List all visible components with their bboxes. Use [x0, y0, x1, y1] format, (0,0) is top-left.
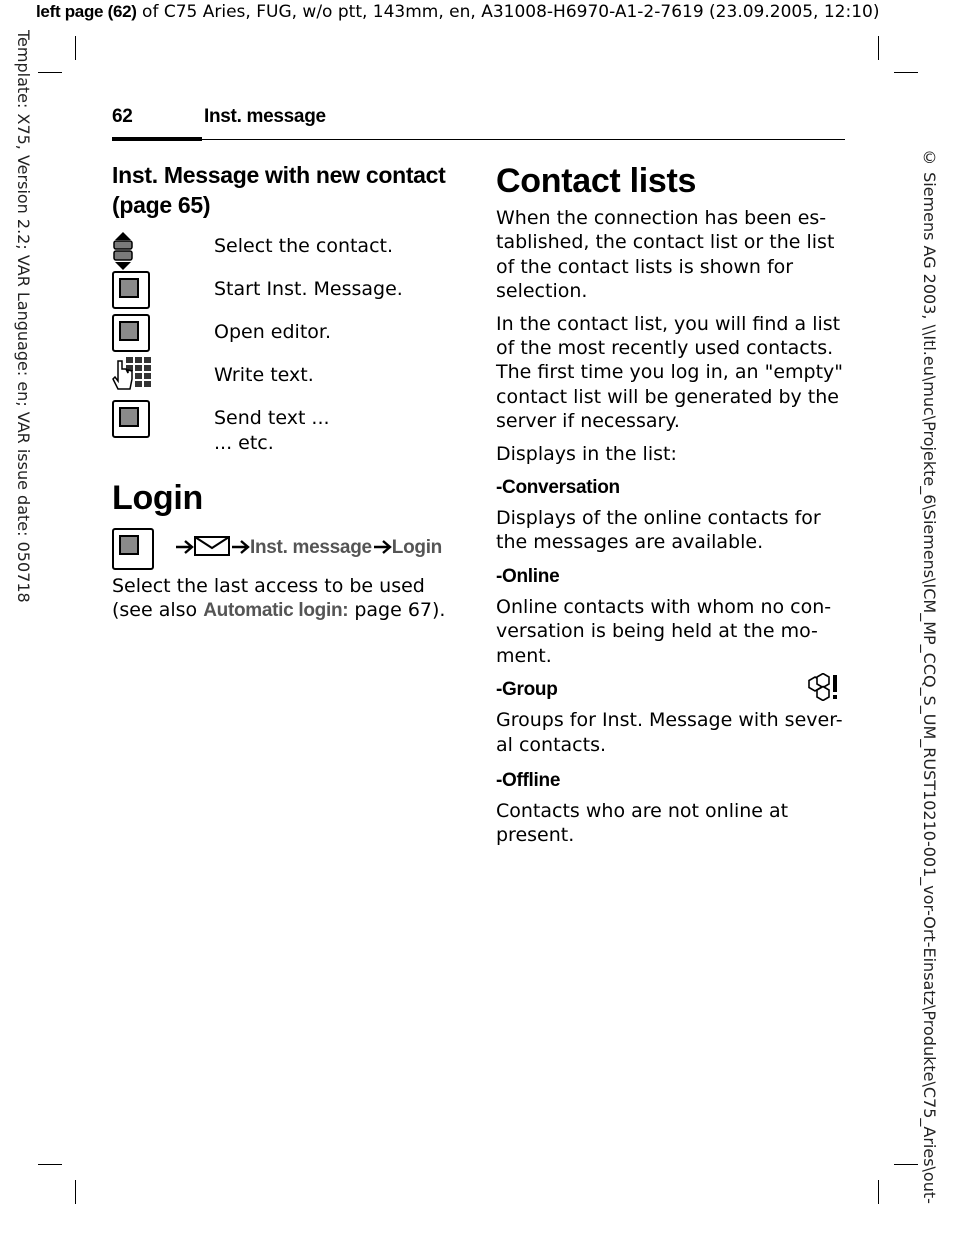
- item-title-conversation: -Conversation: [496, 477, 620, 499]
- step-select-contact: [112, 232, 457, 275]
- step-start-message: [112, 275, 457, 318]
- right-column: [496, 160, 846, 848]
- center-key-icon: [112, 271, 150, 309]
- item-title-online: -Online: [496, 565, 560, 587]
- print-header: [36, 2, 879, 22]
- contact-lists-heading: Contact lists: [496, 162, 697, 200]
- step-text-continued: ... etc.: [214, 432, 274, 454]
- item-text-group: Groups for Inst. Message with sever-al contacts.: [496, 709, 843, 756]
- header-rule-accent: [112, 137, 202, 141]
- navigation-key-icon: [112, 232, 134, 276]
- menu-item-login: Login: [391, 537, 442, 558]
- network-service-icon: [806, 673, 840, 705]
- crop-mark: [38, 1164, 62, 1165]
- step-text: Write text.: [214, 364, 314, 386]
- item-text-offline: Contacts who are not online at present.: [496, 799, 789, 847]
- automatic-login-ref: Automatic login:: [203, 600, 349, 622]
- login-menu-path: [112, 528, 457, 578]
- arrow-icon: [232, 540, 250, 554]
- crop-mark: [75, 1180, 76, 1204]
- page-number: 62: [112, 106, 133, 127]
- step-text: Start Inst. Message.: [214, 278, 403, 300]
- crop-mark: [878, 1180, 879, 1204]
- step-send-text: [112, 404, 457, 466]
- item-text-online: Online contacts with whom no con-versation is being held at the mo-ment.: [496, 595, 832, 667]
- login-description: [112, 574, 457, 624]
- arrow-icon: [374, 540, 392, 554]
- paragraph-connection: When the connection has been es-tablished, the contact list or the list of the contact lists is shown for selection.: [496, 207, 835, 303]
- step-text: Send text ...: [214, 407, 330, 429]
- center-key-icon: [112, 528, 154, 570]
- menu-path: [176, 536, 442, 559]
- paragraph-displays: Displays in the list:: [496, 442, 677, 465]
- center-key-icon: [112, 400, 150, 438]
- step-open-editor: [112, 318, 457, 361]
- crop-mark: [878, 36, 879, 60]
- left-column: [112, 160, 457, 624]
- login-heading: Login: [112, 479, 204, 517]
- arrow-icon: [176, 540, 194, 554]
- keypad-input-icon: [112, 355, 152, 397]
- step-write-text: [112, 361, 457, 404]
- crop-mark: [75, 36, 76, 60]
- step-text: Open editor.: [214, 321, 331, 343]
- subheading-new-contact: Inst. Message with new contact (page 65): [112, 162, 446, 218]
- print-header-text: of C75 Aries, FUG, w/o ptt, 143mm, en, A31008-H6970-A1-2-7619 (23.09.2005, 12:10): [136, 2, 880, 22]
- running-header: [112, 106, 845, 142]
- login-text: Select the last access to be used (see also: [112, 575, 425, 622]
- copyright-path-vertical: © Siemens AG 2003, \\Itl.eu\muc\Projekte_6\Siemens\ICM_MP_CCQ_S_UM_RUST10210-001_vor-Ort-Einsatz\Produkte\C75_Aries\out-: [920, 148, 939, 1204]
- login-text-end: page 67).: [348, 599, 446, 622]
- crop-mark: [38, 72, 62, 73]
- crop-mark: [894, 72, 918, 73]
- paragraph-contact-list: In the contact list, you will find a list of the most recently used contacts. The first time you log in, an "empty" contact list will be generated by the server if necessary.: [496, 312, 844, 433]
- section-name: Inst. message: [204, 106, 326, 127]
- header-rule: [112, 139, 845, 140]
- print-header-bold: left page (62): [36, 2, 137, 21]
- envelope-icon: [194, 536, 230, 556]
- crop-mark: [894, 1164, 918, 1165]
- center-key-icon: [112, 314, 150, 352]
- item-title-offline: -Offline: [496, 769, 561, 791]
- step-text: Select the contact.: [214, 235, 394, 257]
- template-info-vertical: Template: X75, Version 2.2; VAR Language: en; VAR issue date: 050718: [14, 30, 33, 603]
- item-title-group: -Group: [496, 679, 558, 701]
- menu-item-inst-message: Inst. message: [250, 537, 372, 558]
- item-text-conversation: Displays of the online contacts for the messages are available.: [496, 507, 821, 554]
